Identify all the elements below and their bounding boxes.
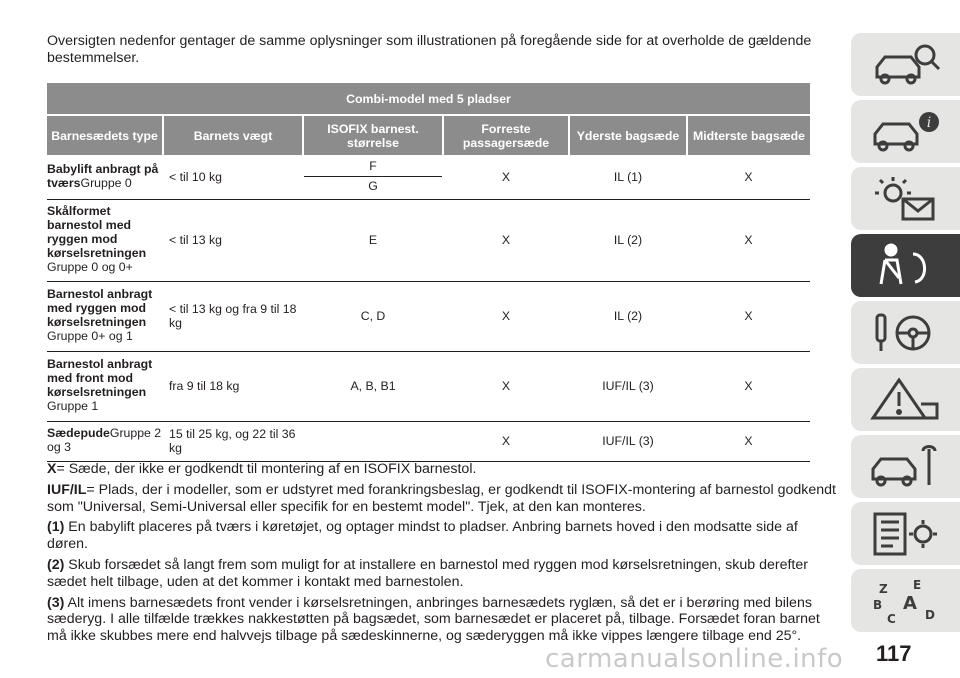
page-number: 117 xyxy=(876,641,912,666)
table-row xyxy=(47,421,810,461)
svg-text:C: C xyxy=(886,611,896,626)
cell-middle: X xyxy=(687,199,810,281)
note-text: = Sæde, der ikke er godkendt til montering af en ISOFIX barnestol. xyxy=(56,461,477,477)
note-key: (1) xyxy=(47,519,65,536)
watermark: carmanualsonline.info xyxy=(545,644,844,674)
note-key: (2) xyxy=(47,556,65,573)
tab-technical-data[interactable] xyxy=(851,502,960,565)
col-header-middle: Midterste bagsæde xyxy=(687,115,810,155)
cell-front: X xyxy=(443,351,569,421)
svg-text:A: A xyxy=(902,592,917,614)
isofix-size-top: F xyxy=(369,159,377,174)
key-steering-wheel-icon xyxy=(863,307,949,359)
tab-starting-driving[interactable] xyxy=(851,301,960,364)
cell-weight: fra 9 til 18 kg xyxy=(163,351,303,421)
tab-warning-lights[interactable] xyxy=(851,167,960,230)
technical-data-gear-icon xyxy=(863,508,949,560)
cell-middle: X xyxy=(687,155,810,199)
note-2 xyxy=(47,557,837,591)
col-header-front: Forreste passagersæde xyxy=(443,115,569,155)
note-key: (3) xyxy=(47,594,65,611)
table-row xyxy=(47,199,810,281)
chapter-tabs xyxy=(851,33,960,636)
type-bold: Skålformet barnestol med ryggen mod kørselsretningen xyxy=(47,204,147,260)
cell-type xyxy=(47,421,163,461)
note-1 xyxy=(47,519,837,553)
cell-outer: IL (2) xyxy=(569,199,687,281)
footnotes xyxy=(47,461,837,649)
note-key: X xyxy=(47,461,57,477)
table-row xyxy=(47,155,810,199)
tab-emergency[interactable] xyxy=(851,368,960,431)
note-x xyxy=(47,461,837,478)
cell-isofix xyxy=(303,421,443,461)
table-row xyxy=(47,281,810,351)
col-header-weight: Barnets vægt xyxy=(163,115,303,155)
tab-car-info[interactable] xyxy=(851,100,960,163)
car-service-wrench-icon xyxy=(863,441,949,493)
svg-text:E: E xyxy=(912,577,921,592)
type-group: Gruppe 2 og 3 xyxy=(47,426,162,454)
tab-safety[interactable] xyxy=(851,234,960,297)
type-bold: Sædepude xyxy=(47,426,110,440)
cell-front: X xyxy=(443,421,569,461)
table-row xyxy=(47,351,810,421)
svg-text:D: D xyxy=(924,607,935,622)
seat-belt-airbag-icon xyxy=(863,240,949,292)
cell-weight: < til 13 kg xyxy=(163,199,303,281)
col-header-outer: Yderste bagsæde xyxy=(569,115,687,155)
svg-text:i: i xyxy=(926,114,931,131)
table-model-header: Combi-model med 5 pladser xyxy=(47,83,810,115)
cell-type xyxy=(47,199,163,281)
cell-weight: < til 13 kg og fra 9 til 18 kg xyxy=(163,281,303,351)
note-iuf-il xyxy=(47,482,837,516)
cell-front: X xyxy=(443,155,569,199)
cell-outer: IUF/IL (3) xyxy=(569,351,687,421)
isofix-size-bottom: G xyxy=(368,179,378,194)
type-group: Gruppe 0 xyxy=(80,175,132,190)
note-text: En babylift placeres på tværs i køretøjet, og optager mindst to pladser. Anbring barnets hoved i den modsatte side af døren. xyxy=(47,519,798,553)
cell-isofix: C, D xyxy=(303,281,443,351)
cell-middle: X xyxy=(687,421,810,461)
type-group: Gruppe 0 og 0+ xyxy=(47,260,133,274)
note-text: Alt imens barnesædets front vender i kørselsretningen, anbringes barnesædets ryglæn, så det er i berøring med bilens sæderyg. I alle tilfælde trækkes nakkestøtten på bagsædet, som barnesædet er placeret på, tilbage. Forsædet foran barnet må ikke skubbes mere end halvvejs tilbage på sædeskinnerne, og sæderyggen må ikke vippes længere tilbage end 25°. xyxy=(47,594,820,645)
type-bold: Barnestol anbragt med ryggen mod kørselsretningen xyxy=(47,287,153,329)
cell-weight: 15 til 25 kg, og 22 til 36 kg xyxy=(163,421,303,461)
cell-isofix: A, B, B1 xyxy=(303,351,443,421)
breakdown-warning-triangle-icon xyxy=(863,374,949,426)
svg-text:Z: Z xyxy=(878,581,888,596)
type-bold: Babylift anbragt på tværs xyxy=(47,161,159,190)
note-text: Skub forsædet så langt frem som muligt for at installere en barnestol med ryggen mod kørselsretningen, skub derefter sædet helt tilbage, uden at det kommer i kontakt med barnestolen. xyxy=(47,556,808,590)
cell-middle: X xyxy=(687,351,810,421)
type-group: Gruppe 0+ og 1 xyxy=(47,329,133,343)
cell-front: X xyxy=(443,199,569,281)
tab-car-search[interactable] xyxy=(851,33,960,96)
cell-type xyxy=(47,281,163,351)
cell-type xyxy=(47,155,163,199)
alphabetical-index-icon xyxy=(863,575,949,627)
cell-isofix: E xyxy=(303,199,443,281)
cell-front: X xyxy=(443,281,569,351)
type-group: Gruppe 1 xyxy=(47,399,99,413)
isofix-table xyxy=(47,83,810,462)
car-search-icon xyxy=(863,39,949,91)
note-3 xyxy=(47,595,837,645)
type-bold: Barnestol anbragt med front mod kørselsretningen xyxy=(47,357,153,399)
intro-text: Oversigten nedenfor gentager de samme oplysninger som illustrationen på foregående side for at overholde de gældende bestemmelser. xyxy=(47,33,812,66)
tab-maintenance[interactable] xyxy=(851,435,960,498)
note-text: = Plads, der i modeller, som er udstyret med forankringsbeslag, er godkendt til ISOFIX-montering af barnestol godkendt som "Universal, Semi-Universal eller specifik for en bestemt model". Tjek, at den kan monteres. xyxy=(47,481,836,515)
cell-weight: < til 10 kg xyxy=(163,155,303,199)
warning-light-message-icon xyxy=(863,173,949,225)
col-header-isofix: ISOFIX barnest. størrelse xyxy=(303,115,443,155)
tab-index[interactable] xyxy=(851,569,960,632)
note-key: IUF/IL xyxy=(47,481,87,498)
cell-outer: IL (1) xyxy=(569,155,687,199)
car-info-icon xyxy=(863,106,949,158)
col-header-type: Barnesædets type xyxy=(47,115,163,155)
cell-type xyxy=(47,351,163,421)
cell-outer: IUF/IL (3) xyxy=(569,421,687,461)
cell-isofix xyxy=(303,155,443,199)
cell-middle: X xyxy=(687,281,810,351)
cell-outer: IL (2) xyxy=(569,281,687,351)
svg-text:B: B xyxy=(872,597,882,612)
